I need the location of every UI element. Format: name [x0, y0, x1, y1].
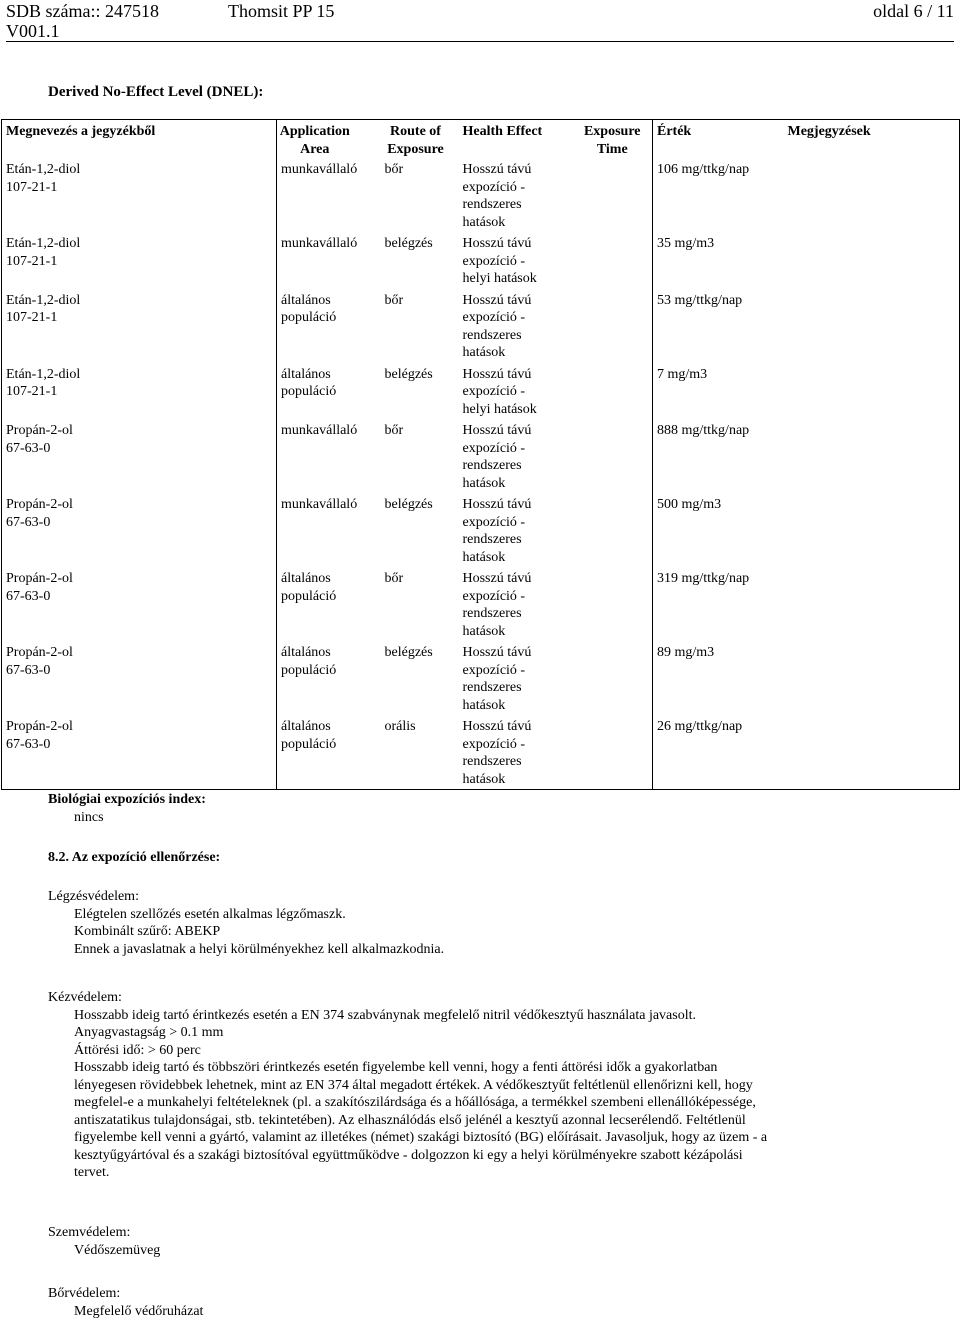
application-area-cell: általános populáció [281, 645, 337, 678]
application-area-cell: általános populáció [281, 571, 337, 604]
hand-line: Hosszabb ideig tartó érintkezés esetén a EN 374 szabványnak megfelelő nitril védőkesztyű használata javasolt. [74, 1007, 697, 1023]
remarks-cell [784, 158, 960, 232]
value-cell: 26 mg/ttkg/nap [653, 715, 784, 790]
exposure-time-cell [579, 641, 653, 715]
dnel-row [2, 715, 960, 790]
dnel-table [1, 119, 960, 790]
route-cell: bőr [384, 423, 404, 438]
respiratory-line: Kombinált szűrő: ABEKP [74, 924, 221, 939]
dnel-row [2, 363, 960, 420]
substance-cell [2, 158, 277, 232]
skin-value: Megfelelő védőruházat [74, 1303, 204, 1319]
remarks-cell [784, 363, 960, 420]
respiratory-line: Elégtelen szellőzés esetén alkalmas légzőmaszk. [74, 906, 346, 922]
version-label: V001.1 [6, 21, 60, 41]
dnel-row [2, 289, 960, 363]
exposure-time-cell [579, 158, 653, 232]
skin-section [48, 1285, 203, 1320]
health-effect-cell: Hosszú távú expozíció - helyi hatások [462, 236, 537, 286]
application-area-cell: általános populáció [281, 719, 337, 752]
cas-number: 107-21-1 [6, 384, 58, 399]
application-area-cell: munkavállaló [281, 423, 358, 438]
hand-title: Kézvédelem: [48, 990, 122, 1005]
substance-name: Etán-1,2-diol [6, 162, 81, 177]
value-cell: 89 mg/m3 [653, 641, 784, 715]
substance-name: Etán-1,2-diol [6, 366, 81, 382]
value-cell: 106 mg/ttkg/nap [653, 158, 784, 232]
col-header-route: Route of Exposure [387, 124, 444, 157]
bio-index-title: Biológiai expozíciós index: [48, 792, 206, 807]
route-cell: belégzés [384, 497, 433, 512]
dnel-row [2, 419, 960, 493]
page-number: oldal 6 / 11 [873, 1, 954, 21]
health-effect-cell: Hosszú távú expozíció - rendszeres hatások [462, 162, 532, 230]
substance-name: Propán-2-ol [6, 571, 73, 586]
bio-index-value: nincs [74, 809, 104, 825]
hand-paragraph-line: lényegesen rövidebbek lehetnek, mint az EN 374 által megadott értékek. A védőkesztyűt feltétlenül ellenőrizni kell, hogy [74, 1077, 753, 1093]
application-area-cell: munkavállaló [281, 497, 358, 512]
hand-line: Anyagvastagság > 0.1 mm [74, 1025, 224, 1040]
hand-paragraph-line: tervet. [74, 1165, 110, 1180]
application-area-cell: általános populáció [281, 292, 337, 325]
health-effect-cell: Hosszú távú expozíció - rendszeres hatások [462, 645, 532, 713]
health-effect-cell: Hosszú távú expozíció - rendszeres hatások [462, 497, 532, 565]
remarks-cell [784, 567, 960, 641]
substance-cell [2, 289, 277, 363]
route-cell: bőr [384, 571, 404, 586]
col-header-name: Megnevezés a jegyzékből [2, 120, 277, 159]
health-effect-cell: Hosszú távú expozíció - rendszeres hatások [462, 423, 532, 491]
respiratory-line: Ennek a javaslatnak a helyi körülményekhez kell alkalmazkodnia. [74, 941, 445, 957]
substance-cell [2, 419, 277, 493]
route-cell: orális [384, 719, 416, 734]
hand-paragraph-line: figyelembe kell venni a gyártó, valamint az illetékes (német) szakági biztosító (BG) előírásait. Javasoljuk, hogy az üzem - a [74, 1130, 768, 1145]
exposure-time-cell [579, 232, 653, 289]
exposure-time-cell [579, 715, 653, 790]
cas-number: 67-63-0 [6, 736, 51, 752]
substance-name: Propán-2-ol [6, 423, 73, 438]
exposure-time-cell [579, 419, 653, 493]
route-cell: belégzés [384, 645, 433, 660]
health-effect-cell: Hosszú távú expozíció - helyi hatások [462, 366, 537, 417]
substance-name: Propán-2-ol [6, 497, 73, 512]
dnel-row [2, 493, 960, 567]
remarks-cell [784, 493, 960, 567]
substance-cell [2, 493, 277, 567]
col-header-exposure-time: Exposure Time [583, 124, 641, 157]
value-cell: 35 mg/m3 [653, 232, 784, 289]
eye-value: Védőszemüveg [74, 1242, 161, 1258]
cas-number: 67-63-0 [6, 588, 51, 604]
dnel-title: Derived No-Effect Level (DNEL): [48, 84, 264, 100]
substance-cell [2, 232, 277, 289]
remarks-cell [784, 289, 960, 363]
dnel-table-body [2, 158, 960, 790]
col-header-remarks: Megjegyzések [787, 124, 871, 139]
bio-index-section [48, 791, 206, 826]
col-header-application-area: Application Area [279, 124, 350, 157]
substance-name: Propán-2-ol [6, 719, 73, 734]
col-header-value: Érték [653, 120, 784, 159]
dnel-row [2, 232, 960, 289]
route-cell: belégzés [384, 236, 433, 251]
value-cell: 500 mg/m3 [653, 493, 784, 567]
eye-title: Szemvédelem: [48, 1225, 131, 1240]
application-area-cell: munkavállaló [281, 236, 358, 251]
exposure-time-cell [579, 493, 653, 567]
hand-paragraph-line: antiszatatikus tulajdonságai, stb. tekintetében). Az elhasználódás első jelénél a kesztyű azonnal lecserélendő. Feltétlenül [74, 1112, 746, 1128]
dnel-row [2, 158, 960, 232]
route-cell: belégzés [384, 366, 433, 382]
substance-cell [2, 363, 277, 420]
hand-paragraph-line: megfelel-e a munkahelyi feltételeknek (pl. a szakítószilárdsága és a hőállósága, a termékkel szembeni ellenállóképessége, [74, 1095, 756, 1110]
health-effect-cell: Hosszú távú expozíció - rendszeres hatások [462, 571, 532, 639]
substance-name: Etán-1,2-diol [6, 292, 81, 308]
remarks-cell [784, 232, 960, 289]
substance-cell [2, 641, 277, 715]
cas-number: 107-21-1 [6, 253, 58, 269]
cas-number: 67-63-0 [6, 514, 51, 530]
value-cell: 319 mg/ttkg/nap [653, 567, 784, 641]
value-cell: 53 mg/ttkg/nap [653, 289, 784, 363]
dnel-row [2, 641, 960, 715]
exposure-time-cell [579, 363, 653, 420]
substance-cell [2, 567, 277, 641]
remarks-cell [784, 419, 960, 493]
health-effect-cell: Hosszú távú expozíció - rendszeres hatások [462, 719, 532, 787]
substance-name: Etán-1,2-diol [6, 236, 81, 251]
route-cell: bőr [384, 292, 404, 308]
col-header-health-effect: Health Effect [462, 124, 543, 139]
header-divider [6, 41, 954, 42]
skin-title: Bőrvédelem: [48, 1286, 121, 1301]
respiratory-title: Légzésvédelem: [48, 889, 139, 904]
remarks-cell [784, 715, 960, 790]
hand-line: Áttörési idő: > 60 perc [74, 1042, 201, 1058]
application-area-cell: általános populáció [281, 366, 337, 399]
route-cell: bőr [384, 162, 404, 177]
dnel-row [2, 567, 960, 641]
hand-paragraph-line: kesztyűgyártóval és a szakági biztosítóval együttműködve - dolgozzon ki egy a helyi körülményekre szabott kézápolási [74, 1147, 743, 1163]
eye-section [48, 1224, 160, 1259]
remarks-cell [784, 641, 960, 715]
cas-number: 107-21-1 [6, 310, 58, 325]
substance-cell [2, 715, 277, 790]
sds-number: SDB száma:: 247518 [6, 1, 159, 21]
value-cell: 7 mg/m3 [653, 363, 784, 420]
exposure-time-cell [579, 567, 653, 641]
cas-number: 67-63-0 [6, 662, 51, 678]
hand-paragraph-line: Hosszabb ideig tartó és többszöri érintkezés esetén figyelembe kell venni, hogy a fenti áttörési idők a gyakorlatban [74, 1060, 718, 1075]
application-area-cell: munkavállaló [281, 162, 358, 177]
cas-number: 67-63-0 [6, 440, 51, 456]
substance-name: Propán-2-ol [6, 645, 73, 660]
exposure-time-cell [579, 289, 653, 363]
health-effect-cell: Hosszú távú expozíció - rendszeres hatások [462, 292, 532, 360]
product-name: Thomsit PP 15 [228, 1, 335, 21]
cas-number: 107-21-1 [6, 179, 58, 195]
dnel-header-row [2, 120, 960, 159]
respiratory-section [48, 888, 444, 958]
hand-section [48, 989, 948, 1182]
exposure-control-title: 8.2. Az expozíció ellenőrzése: [48, 850, 221, 865]
value-cell: 888 mg/ttkg/nap [653, 419, 784, 493]
